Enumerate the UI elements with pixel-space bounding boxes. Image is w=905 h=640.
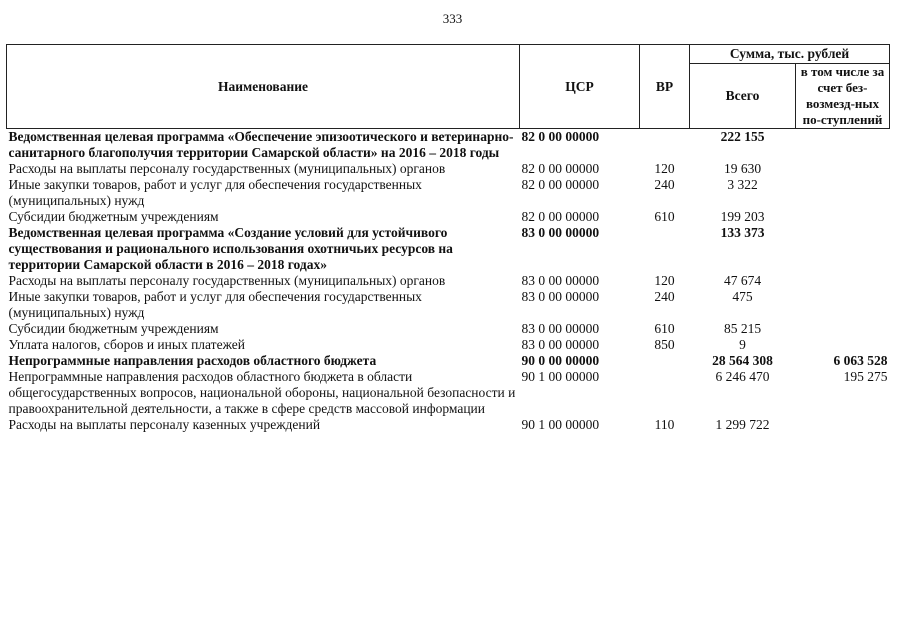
row-total: 199 203 xyxy=(720,209,765,224)
row-including xyxy=(796,209,890,225)
row-csr: 82 0 00 00000 xyxy=(521,161,600,176)
row-name: Ведомственная целевая программа «Создание условий для устойчивого существования и рационального использования охотничьих ресурсов на территории Самарской области в 2016 – 2018 годах» xyxy=(8,225,453,272)
row-csr: 90 1 00 00000 xyxy=(521,369,600,384)
table-body xyxy=(7,129,890,434)
row-csr: 82 0 00 00000 xyxy=(521,177,600,192)
row-including: 195 275 xyxy=(843,369,888,384)
row-vr: 120 xyxy=(654,161,675,176)
row-name: Уплата налогов, сборов и иных платежей xyxy=(8,337,245,352)
table-row xyxy=(7,209,890,225)
row-name: Субсидии бюджетным учреждениям xyxy=(8,209,219,224)
header-including: в том числе за счет без-возмезд-ных по-ступлений xyxy=(796,64,890,129)
table-header xyxy=(7,45,890,129)
table-row xyxy=(7,129,890,162)
row-name: Иные закупки товаров, работ и услуг для обеспечения государственных (муниципальных) нужд xyxy=(8,177,422,208)
row-vr: 110 xyxy=(654,417,675,432)
row-name: Непрограммные направления расходов областного бюджета xyxy=(8,353,377,368)
row-total: 3 322 xyxy=(727,177,758,192)
row-total: 475 xyxy=(732,289,753,304)
row-vr xyxy=(640,225,690,273)
row-name: Расходы на выплаты персоналу казенных учреждений xyxy=(8,417,321,432)
row-vr: 120 xyxy=(654,273,675,288)
row-name: Расходы на выплаты персоналу государственных (муниципальных) органов xyxy=(8,273,446,288)
row-including xyxy=(796,225,890,273)
row-vr xyxy=(640,353,690,369)
row-csr: 82 0 00 00000 xyxy=(521,129,600,144)
row-including xyxy=(796,289,890,321)
row-total: 9 xyxy=(739,337,746,352)
header-total: Всего xyxy=(690,64,796,129)
row-csr: 83 0 00 00000 xyxy=(521,225,600,240)
row-csr: 90 1 00 00000 xyxy=(521,417,600,432)
row-including xyxy=(796,417,890,433)
row-csr: 82 0 00 00000 xyxy=(521,209,600,224)
table-row xyxy=(7,417,890,433)
row-total: 19 630 xyxy=(723,161,762,176)
header-sum: Сумма, тыс. рублей xyxy=(690,45,890,64)
row-vr: 610 xyxy=(654,321,675,336)
row-name: Иные закупки товаров, работ и услуг для обеспечения государственных (муниципальных) нужд xyxy=(8,289,422,320)
budget-table xyxy=(6,44,890,433)
row-vr: 240 xyxy=(654,177,675,192)
row-vr: 240 xyxy=(654,289,675,304)
table-row xyxy=(7,161,890,177)
row-total: 47 674 xyxy=(723,273,762,288)
row-total: 85 215 xyxy=(723,321,762,336)
header-vr: ВР xyxy=(640,45,690,129)
table-row xyxy=(7,177,890,209)
header-name: Наименование xyxy=(7,45,520,129)
row-vr: 610 xyxy=(654,209,675,224)
table-row xyxy=(7,321,890,337)
row-vr xyxy=(640,369,690,417)
table-row xyxy=(7,369,890,417)
row-including xyxy=(796,161,890,177)
row-vr xyxy=(640,129,690,162)
row-including xyxy=(796,129,890,162)
row-including xyxy=(796,273,890,289)
row-name: Расходы на выплаты персоналу государственных (муниципальных) органов xyxy=(8,161,446,176)
row-including xyxy=(796,321,890,337)
row-name: Ведомственная целевая программа «Обеспечение эпизоотического и ветеринарно-санитарного благополучия территории Самарской области» на 2016 – 2018 годы xyxy=(8,129,514,160)
row-including xyxy=(796,337,890,353)
row-including xyxy=(796,177,890,209)
row-vr: 850 xyxy=(654,337,675,352)
row-csr: 83 0 00 00000 xyxy=(521,337,600,352)
table-row xyxy=(7,289,890,321)
row-total: 222 155 xyxy=(720,129,765,144)
header-csr: ЦСР xyxy=(520,45,640,129)
table-row xyxy=(7,337,890,353)
row-csr: 83 0 00 00000 xyxy=(521,321,600,336)
table-row xyxy=(7,353,890,369)
page-number: 333 xyxy=(442,11,463,26)
row-csr: 90 0 00 00000 xyxy=(521,353,600,368)
row-name: Субсидии бюджетным учреждениям xyxy=(8,321,219,336)
row-total: 1 299 722 xyxy=(715,417,770,432)
row-total: 133 373 xyxy=(720,225,765,240)
table-row xyxy=(7,225,890,273)
row-total: 6 246 470 xyxy=(715,369,770,384)
table-row xyxy=(7,273,890,289)
row-csr: 83 0 00 00000 xyxy=(521,289,600,304)
row-including: 6 063 528 xyxy=(833,353,888,368)
row-total: 28 564 308 xyxy=(712,353,773,368)
row-csr: 83 0 00 00000 xyxy=(521,273,600,288)
row-name: Непрограммные направления расходов областного бюджета в области общегосударственных вопросов, национальной обороны, национальной безопасности и правоохранительной деятельности, а также в сфере средств массовой информации xyxy=(8,369,516,416)
